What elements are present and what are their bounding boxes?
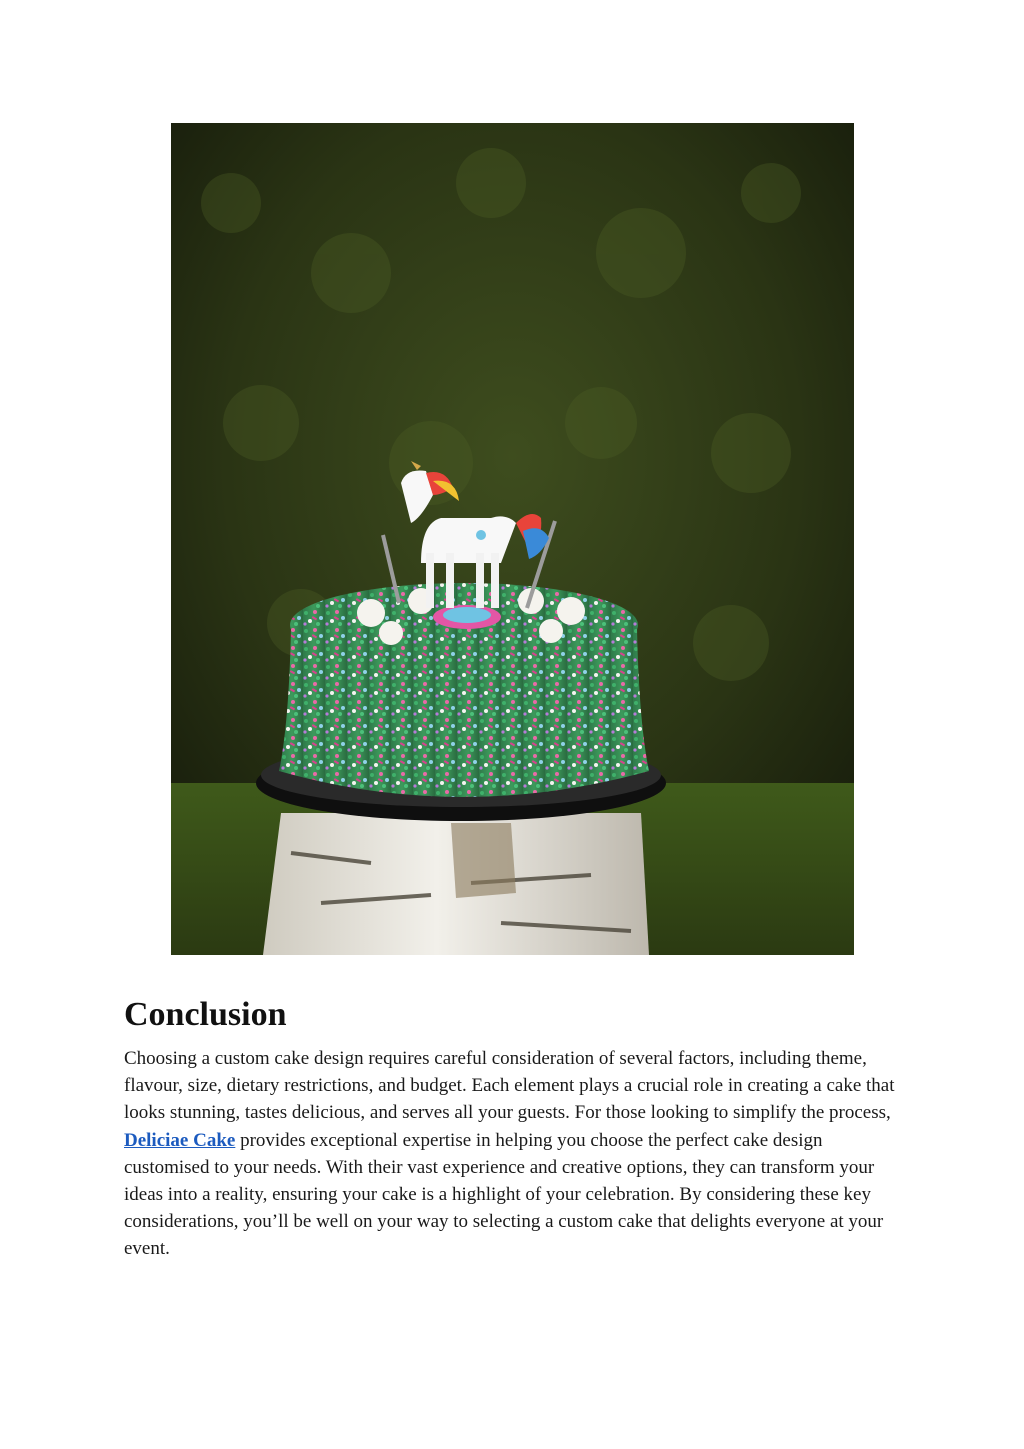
cake-photo xyxy=(171,123,854,955)
conclusion-heading: Conclusion xyxy=(124,996,287,1033)
conclusion-text-start: Choosing a custom cake design requires careful consideration of several factors, including theme, flavour, size, dietary restrictions, and budget. Each element plays a crucial role in creating a cake that looks stunning, tastes delicious, and serves all your guests. For those looking to simplify the process, xyxy=(124,1048,895,1124)
cake-photo-illustration xyxy=(171,123,854,955)
conclusion-paragraph xyxy=(124,1045,904,1263)
deliciae-cake-link[interactable]: Deliciae Cake xyxy=(124,1129,236,1151)
conclusion-text-end: provides exceptional expertise in helping you choose the perfect cake design customised to your needs. With their vast experience and creative options, they can transform your ideas into a reality, ensuring your cake is a highlight of your celebration. By considering these key considerations, you’ll be well on your way to selecting a custom cake that delights everyone at your event. xyxy=(124,1129,884,1260)
